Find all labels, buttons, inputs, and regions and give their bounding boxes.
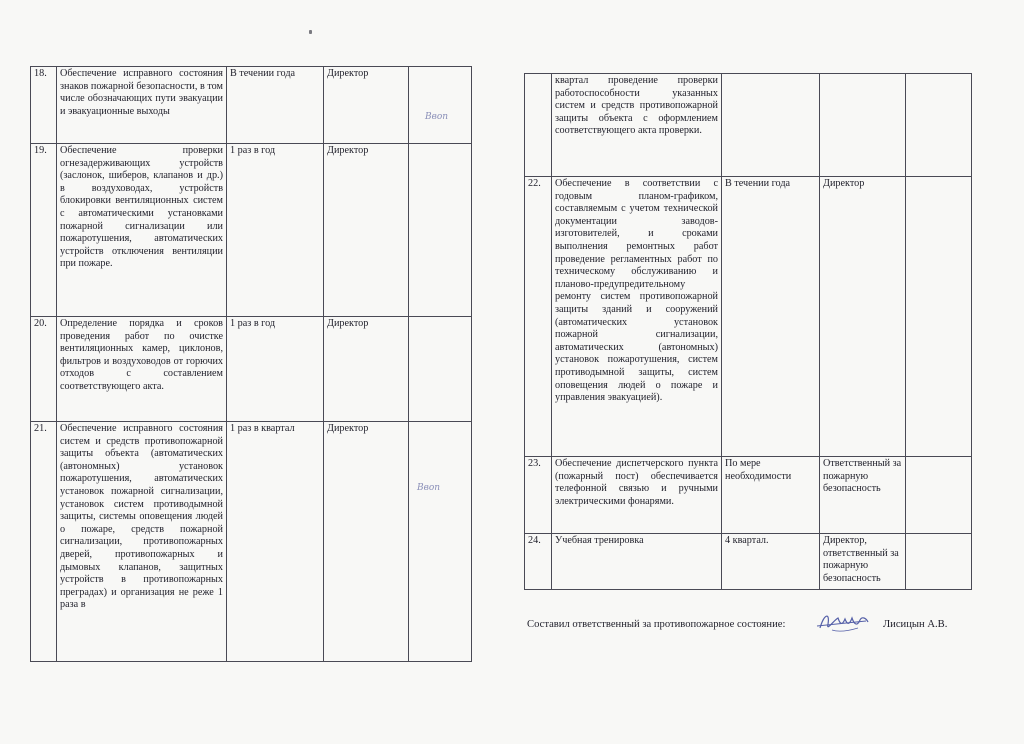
row-description: Обеспечение в соответствии с годовым планом-графиком, составляемым с учетом технической документации заводов-изготовителей, и сроками выполнения ремонтных работ проведение регламентных работ по техническому обслуживанию и планово-предупредительному ремонту систем противопожарной защиты зданий и сооружений (автоматических установок пожарной сигнализации, автоматических (автономных) установок пожаротушения, систем противодымной защиты, систем оповещения людей о пожаре и управления эвакуацией). <box>552 177 722 457</box>
row-mark-cell <box>409 67 472 144</box>
row-mark-cell <box>409 144 472 317</box>
row-responsible: Директор, ответственный за пожарную безопасность <box>820 534 906 590</box>
row-description: Обеспечение исправного состояния систем и средств противопожарной защиты объекта (автоматических (автономных) установок пожаротушения, автоматических установок пожарной сигнализации, установок систем противодымной защиты, системы оповещения людей о пожаре, средств пожарной сигнализации, противопожарных дверей, противопожарных и дымовых клапанов, защитных устройств в противопожарных преградах) и организация не реже 1 раза в <box>57 422 227 662</box>
initials-mark: Ввоп <box>417 483 441 493</box>
row-period <box>722 74 820 177</box>
row-responsible: Директор <box>324 67 409 144</box>
right-plan-table <box>524 73 972 590</box>
table-row-23 <box>525 457 972 534</box>
row-mark-cell <box>906 457 972 534</box>
handwritten-signature <box>814 610 872 636</box>
row-responsible: Директор <box>324 144 409 317</box>
row-period: По мере необходимости <box>722 457 820 534</box>
row-mark-cell <box>409 317 472 422</box>
table-row-21 <box>31 422 472 662</box>
author-name: Лисицын А.В. <box>883 619 948 630</box>
composed-by-label: Составил ответственный за противопожарное состояние: <box>527 619 786 630</box>
initials-mark: Ввоп <box>425 112 449 122</box>
row-mark-cell <box>409 422 472 662</box>
row-description: Учебная тренировка <box>552 534 722 590</box>
row-description: Определение порядка и сроков проведения работ по очистке вентиляционных камер, циклонов, фильтров и воздуховодов от горючих отходов с составлением соответствующего акта. <box>57 317 227 422</box>
row-number: 21. <box>31 422 57 662</box>
row-period: В течении года <box>227 67 324 144</box>
row-mark-cell <box>906 177 972 457</box>
row-number: 19. <box>31 144 57 317</box>
row-description: квартал проведение проверки работоспособности указанных систем и средств противопожарной защиты объекта с оформлением соответствующего акта проверки. <box>552 74 722 177</box>
row-responsible: Директор <box>324 317 409 422</box>
row-period: 4 квартал. <box>722 534 820 590</box>
table-row-22 <box>525 177 972 457</box>
row-period: 1 раз в год <box>227 317 324 422</box>
scan-speck <box>309 30 312 34</box>
table-row-19 <box>31 144 472 317</box>
row-responsible: Директор <box>820 177 906 457</box>
table-row-continued <box>525 74 972 177</box>
row-mark-cell <box>906 74 972 177</box>
table-row-18 <box>31 67 472 144</box>
row-description: Обеспечение исправного состояния знаков пожарной безопасности, в том числе обозначающих пути эвакуации и эвакуационные выходы <box>57 67 227 144</box>
row-number: 23. <box>525 457 552 534</box>
row-number <box>525 74 552 177</box>
row-responsible <box>820 74 906 177</box>
table-row-20 <box>31 317 472 422</box>
row-number: 24. <box>525 534 552 590</box>
row-responsible: Директор <box>324 422 409 662</box>
left-plan-table <box>30 66 472 662</box>
row-description: Обеспечение диспетчерского пункта (пожарный пост) обеспечивается телефонной связью и ручными электрическими фонарями. <box>552 457 722 534</box>
row-number: 20. <box>31 317 57 422</box>
row-number: 22. <box>525 177 552 457</box>
row-period: 1 раз в год <box>227 144 324 317</box>
row-number: 18. <box>31 67 57 144</box>
row-period: 1 раз в квартал <box>227 422 324 662</box>
row-responsible: Ответственный за пожарную безопасность <box>820 457 906 534</box>
table-row-24 <box>525 534 972 590</box>
row-period: В течении года <box>722 177 820 457</box>
row-mark-cell <box>906 534 972 590</box>
row-description: Обеспечение проверки огнезадерживающих устройств (заслонок, шиберов, клапанов и др.) в воздуховодах, устройств блокировки вентиляционных систем с автоматическими установками пожарной сигнализации или пожаротушения, автоматических устройств отключения вентиляции при пожаре. <box>57 144 227 317</box>
